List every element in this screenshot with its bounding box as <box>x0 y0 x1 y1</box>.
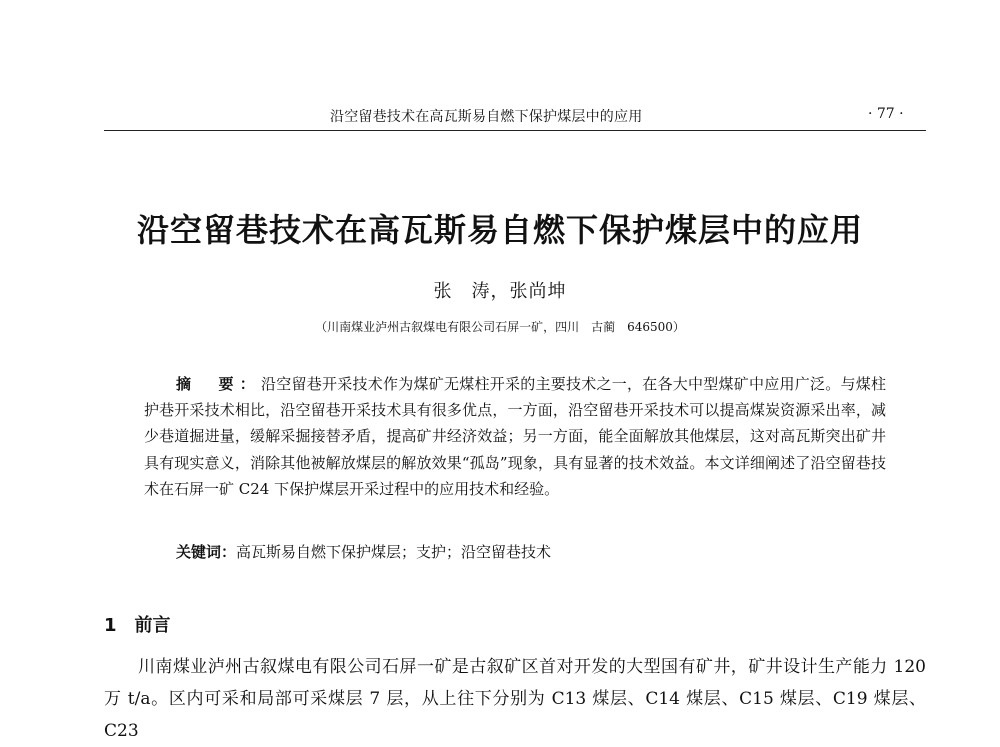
section-heading <box>104 611 171 637</box>
abstract-text: 沿空留巷开采技术作为煤矿无煤柱开采的主要技术之一，在各大中型煤矿中应用广泛。与煤柱护巷开采技术相比，沿空留巷开采技术具有很多优点，一方面，沿空留巷开采技术可以提高煤炭资源采出率，减少巷道掘进量，缓解采掘接替矛盾，提高矿井经济效益；另一方面，能全面解放其他煤层，这对高瓦斯突出矿井具有现实意义，消除其他被解放煤层的解放效果“孤岛”现象，具有显著的技术效益。本文详细阐述了沿空留巷技术在石屏一矿 C24 下保护煤层开采过程中的应用技术和经验。 <box>144 375 886 498</box>
keywords <box>176 541 551 562</box>
keywords-label: 关键词： <box>176 543 237 561</box>
abstract <box>144 371 886 502</box>
header-rule <box>104 130 926 131</box>
authors: 张 涛，张尚坤 <box>433 281 567 302</box>
affiliation: （川南煤业泸州古叙煤电有限公司石屏一矿，四川 古蔺 646500） <box>315 320 685 334</box>
article-title: 沿空留巷技术在高瓦斯易自燃下保护煤层中的应用 <box>136 211 863 249</box>
section-paragraph: 川南煤业泸州古叙煤电有限公司石屏一矿是古叙矿区首对开发的大型国有矿井，矿井设计生产能力 120 万 t/a。区内可采和局部可采煤层 7 层，从上往下分别为 C13 煤层、C14 煤层、C15 煤层、C19 煤层、C23 <box>104 657 926 741</box>
page-number: · 77 · <box>868 106 904 122</box>
running-head: 沿空留巷技术在高瓦斯易自燃下保护煤层中的应用 <box>330 109 643 125</box>
section-number: 1 <box>104 615 117 636</box>
keywords-text: 高瓦斯易自燃下保护煤层；支护；沿空留巷技术 <box>236 543 552 561</box>
abstract-label: 摘 要： <box>176 375 261 393</box>
section-title: 前言 <box>134 615 171 636</box>
